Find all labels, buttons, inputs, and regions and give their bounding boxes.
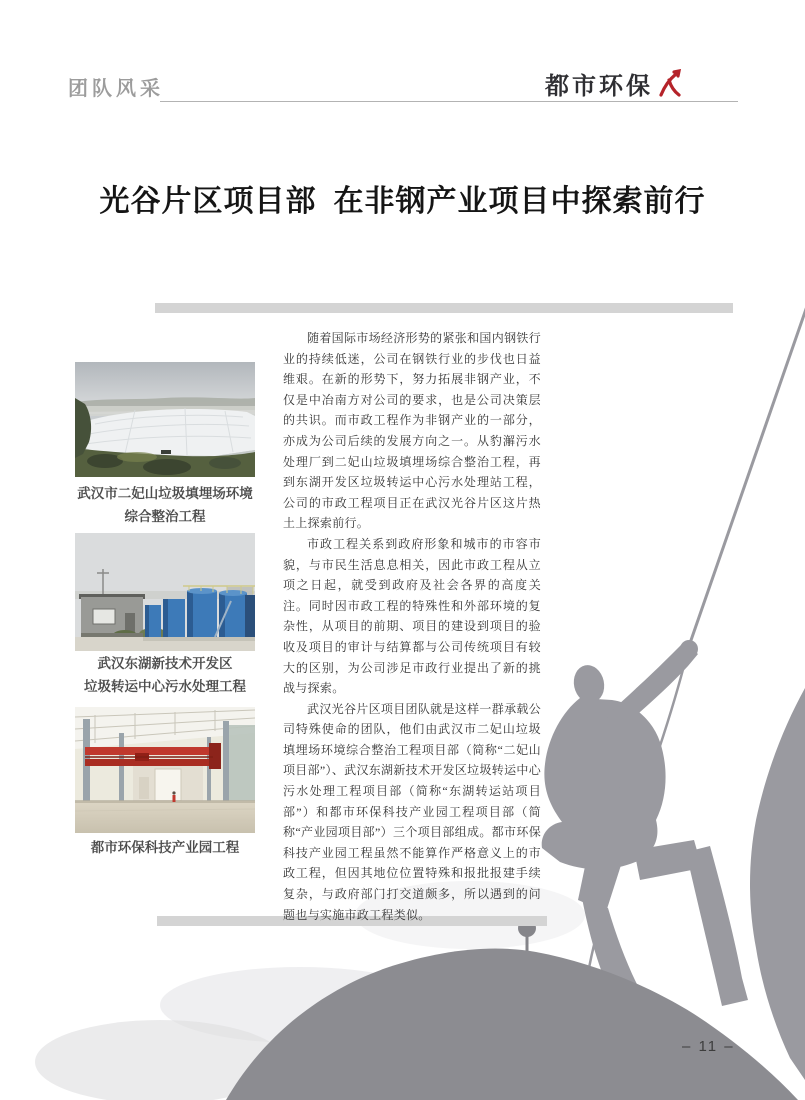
rock-face bbox=[750, 688, 805, 1080]
caption-line: 综合整治工程 bbox=[124, 509, 206, 524]
section-label: 团队风采 bbox=[68, 78, 164, 100]
divider-bar-top bbox=[155, 303, 733, 313]
paragraph: 武汉光谷片区项目团队就是这样一群承载公司特殊使命的团队，他们由武汉市二妃山垃圾填埋场环境综合整治工程项目部（简称“二妃山项目部”）、武汉东湖新技术开发区垃圾转运中心污水处理工程项目部（简称“东湖转运站项目部”）和都市环保科技产业园工程项目部（简称“产业园项目部”）三个项目部组成。都市环保科技产业园工程虽然不能算作严格意义上的市政工程，但因其地位位置特殊和报批报建手续复杂，与政府部门打交道颇多，所以遇到的问题也与实施市政工程类似。 bbox=[283, 701, 541, 922]
caption-line: 垃圾转运中心污水处理工程 bbox=[84, 679, 246, 694]
article-body bbox=[283, 328, 541, 925]
caption-line: 武汉东湖新技术开发区 bbox=[97, 656, 233, 671]
photo-caption bbox=[68, 652, 262, 698]
caption-line: 武汉市二妃山垃圾填埋场环境 bbox=[77, 486, 253, 501]
tanks-photo-image bbox=[75, 533, 255, 651]
landfill-photo-image bbox=[75, 362, 255, 477]
page-number: – 11 – bbox=[682, 1038, 735, 1055]
header-rule bbox=[160, 101, 738, 102]
running-person-icon bbox=[657, 69, 683, 99]
brand-name: 都市环保 bbox=[545, 73, 653, 100]
photo-treatment-tanks bbox=[75, 533, 255, 651]
climber-silhouette bbox=[542, 640, 748, 1012]
photo-workshop-crane bbox=[75, 707, 255, 833]
climbing-rope-upper bbox=[689, 286, 805, 646]
paragraph: 市政工程关系到政府形象和城市的市容市貌，与市民生活息息相关，因此市政工程从立项之日起，就受到政府及社会各界的高度关注。同时因市政工程的特殊性和外部环境的复杂性，从项目的前期、项目的建设到项目的验收及项目的审计与结算都与公司传统项目有较大的区别，为公司涉足市政行业提出了新的挑战与探索。 bbox=[283, 536, 541, 696]
photo-landfill bbox=[75, 362, 255, 477]
caption-line: 都市环保科技产业园工程 bbox=[90, 840, 240, 855]
workshop-photo-image bbox=[75, 707, 255, 833]
paragraph: 随着国际市场经济形势的紧张和国内钢铁行业的持续低迷，公司在钢铁行业的步伐也日益维艰。在新的形势下，努力拓展非钢产业，不仅是中冶南方对公司的要求，也是公司决策层的共识。而市政工程作为非钢产业的一部分，亦成为公司后续的发展方向之一。从豹澥污水处理厂到二妃山垃圾填埋场综合整治工程，再到东湖开发区垃圾转运中心污水处理站工程，公司的市政工程项目正在武汉光谷片区这片热土上探索前行。 bbox=[283, 331, 541, 531]
worker-figure bbox=[172, 791, 175, 802]
brand-logo bbox=[545, 66, 683, 101]
photo-caption bbox=[68, 836, 262, 859]
article-title: 光谷片区项目部 在非钢产业项目中探索前行 bbox=[99, 185, 706, 218]
photo-caption bbox=[68, 482, 262, 528]
